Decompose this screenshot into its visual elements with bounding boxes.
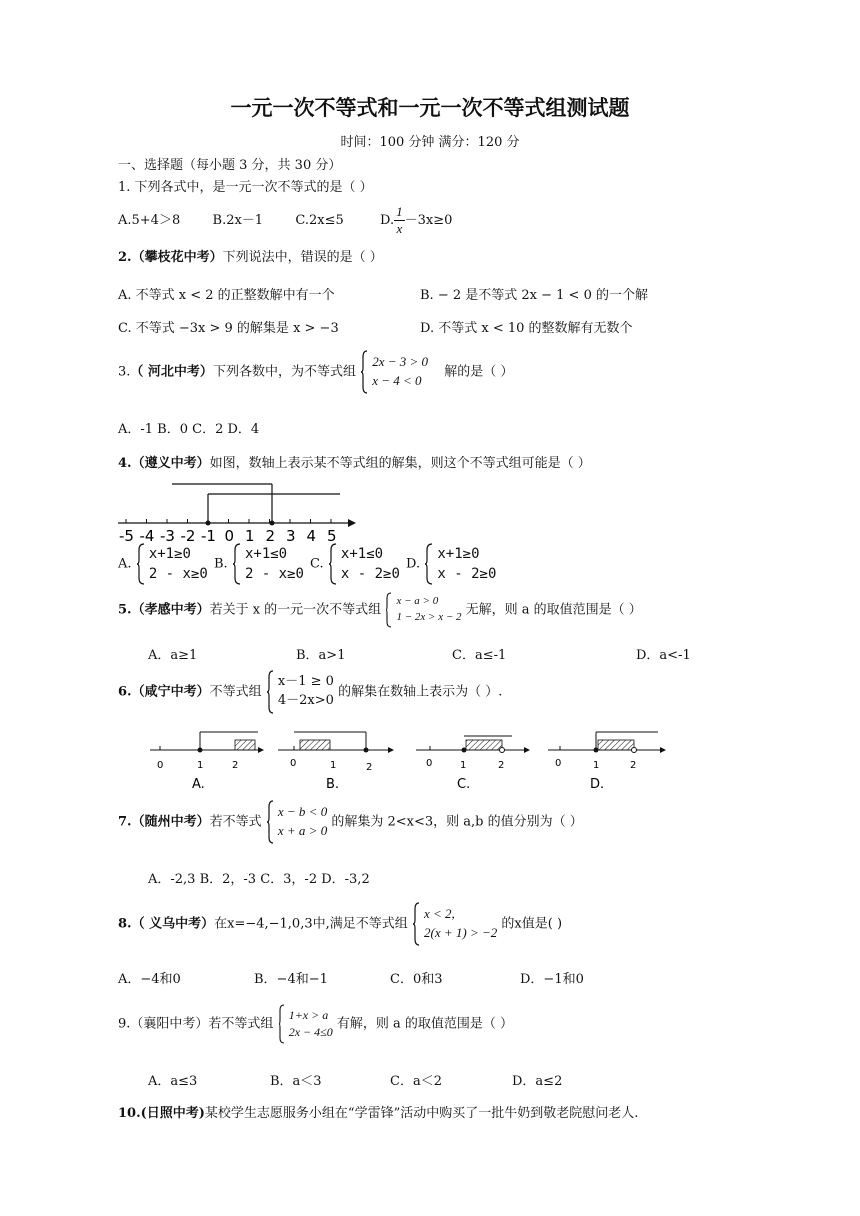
q9-source: 9.（襄阳中考）: [118, 1016, 209, 1032]
question-1-options: [118, 202, 452, 240]
q4-option-d: D. x+1≥0 x - 2≥0: [406, 543, 496, 585]
svg-text:1: 1: [460, 760, 467, 771]
q4-tick-label: 0: [224, 527, 235, 544]
svg-text:C.: C.: [457, 777, 471, 792]
svg-text:A.: A.: [192, 777, 205, 792]
q6-option-b-line: [278, 732, 394, 792]
q4-option-a: A. x+1≥0 2 - x≥0: [118, 543, 208, 585]
q4-tick-label: -3: [160, 527, 175, 544]
question-10-stem: 10.(日照中考)某校学生志愿服务小组在“学雷锋”活动中购买了一批牛奶到敬老院慰问老人.: [118, 1106, 639, 1121]
q5-option-c: C．a≤-1: [452, 648, 507, 663]
q1-option-a: A.5+4＞8: [118, 213, 181, 228]
q5-option-b: B．a>1: [296, 648, 346, 663]
q4-tick-label: 5: [327, 527, 337, 544]
q2-option-a: A. 不等式 x < 2 的正整数解中有一个: [118, 288, 335, 303]
q2-option-d: D. 不等式 x < 10 的整数解有无数个: [420, 321, 633, 336]
q4-tick-label: 4: [306, 527, 317, 544]
q7-options: A．-2,3 B．2，-3 C．3，-2 D．-3,2: [148, 872, 370, 887]
q6-option-d-line: [548, 732, 666, 792]
left-brace-icon: [278, 1004, 285, 1044]
left-brace-icon: [328, 543, 337, 585]
q4-source: 4.（遵义中考）: [118, 456, 210, 471]
q4-tick-label: -5: [119, 527, 134, 544]
left-brace-icon: [136, 543, 145, 585]
q5-system: x − a > 0 1 − 2x > x − 2: [396, 595, 462, 623]
q10-source: 10.(日照中考): [118, 1106, 205, 1121]
left-brace-icon: [266, 670, 274, 714]
q9-option-a: A．a≤3: [148, 1074, 198, 1089]
svg-text:2: 2: [630, 760, 637, 771]
question-9-stem: 9.（襄阳中考）若不等式组 1+x > a 2x − 4≤0 有解，则 a 的取值范围是（ ）: [118, 1004, 513, 1044]
q2-option-c: C. 不等式 −3x > 9 的解集是 x > −3: [118, 321, 339, 336]
svg-text:B.: B.: [326, 777, 340, 792]
left-brace-icon: [424, 543, 433, 585]
q6-option-a-line: [150, 732, 264, 792]
q8-system: x < 2, 2(x + 1) > −2: [424, 906, 498, 940]
q9-option-b: B．a＜3: [270, 1074, 322, 1089]
q4-tick-label: 1: [245, 527, 255, 544]
svg-text:0: 0: [426, 758, 433, 769]
page-title: 一元一次不等式和一元一次不等式组测试题: [230, 95, 630, 120]
q5-option-a: A．a≥1: [148, 648, 198, 663]
q5-source: 5.（孝感中考）: [118, 602, 210, 618]
q3-source: （ 河北中考）: [130, 364, 213, 380]
q6-system: x－1 ≥ 0 4－2x>0: [277, 674, 334, 708]
q8-option-d: D．−1和0: [520, 972, 584, 987]
question-8-stem: 8.（ 义乌中考）在x=−4,−1,0,3中,满足不等式组 x < 2, 2(x + 1) > −2 的x值是( ): [118, 902, 562, 946]
q7-source: 7.（随州中考）: [118, 814, 210, 830]
q9-option-c: C．a＜2: [390, 1074, 442, 1089]
q4-tick-label: 3: [286, 527, 296, 544]
svg-text:0: 0: [555, 758, 562, 769]
q4-tick-label: -2: [180, 527, 196, 544]
q8-option-a: A．−4和0: [118, 972, 181, 987]
question-7-stem: 7.（随州中考）若不等式 x − b < 0 x + a > 0 的解集为 2<x<3，则 a,b 的值分别为（ ）: [118, 800, 583, 844]
svg-text:1: 1: [593, 760, 600, 771]
left-brace-icon: [360, 350, 368, 394]
q4-option-b: B. x+1≤0 2 - x≥0: [214, 543, 304, 585]
question-6-stem: 6.（咸宁中考）不等式组 x－1 ≥ 0 4－2x>0 的解集在数轴上表示为（ ）.: [118, 670, 502, 714]
q9-option-d: D．a≤2: [512, 1074, 563, 1089]
q8-option-b: B．−4和−1: [254, 972, 328, 987]
q3-options: A．-1 B．0 C．2 D．4: [118, 422, 260, 437]
q4-tick-label: -4: [139, 527, 155, 544]
svg-text:0: 0: [290, 758, 297, 769]
exam-meta: 时间：100 分钟 满分：120 分: [340, 135, 520, 150]
svg-text:1: 1: [330, 760, 337, 771]
svg-text:1: 1: [197, 760, 204, 771]
q1-option-b: B.2x－1: [212, 213, 264, 228]
svg-text:2: 2: [498, 760, 505, 771]
q4-option-c: C. x+1≤0 x - 2≥0: [310, 543, 400, 585]
left-brace-icon: [232, 543, 241, 585]
q4-number-line: [110, 472, 370, 544]
q9-system: 1+x > a 2x − 4≤0: [288, 1007, 333, 1039]
question-3-stem: 3.（ 河北中考）下列各数中，为不等式组 2x − 3 > 0 x − 4 < 0 解的是（ ）: [118, 350, 513, 394]
q3-system: 2x − 3 > 0 x − 4 < 0: [372, 354, 429, 388]
left-brace-icon: [412, 902, 420, 946]
q6-number-lines: [140, 722, 680, 794]
q2-source: 2.（攀枝花中考）: [118, 250, 223, 265]
question-2-stem: 2.（攀枝花中考）下列说法中，错误的是（ ）: [118, 250, 383, 265]
section-heading: 一、选择题（每小题 3 分，共 30 分）: [118, 158, 342, 173]
question-1-stem: 1. 下列各式中，是一元一次不等式的是（ ）: [118, 180, 373, 195]
q1-option-d: D. $\frac{1}{x}$ －3x≥0: [380, 204, 453, 236]
q8-source: 8.（ 义乌中考）: [118, 916, 215, 932]
question-5-stem: 5.（孝感中考）若关于 x 的一元一次不等式组 x − a > 0 1 − 2x > x − 2 无解，则 a 的取值范围是（ ）: [118, 592, 642, 628]
q8-option-c: C．0和3: [390, 972, 443, 987]
question-4-stem: 4.（遵义中考）如图，数轴上表示某不等式组的解集，则这个不等式组可能是（ ）: [118, 456, 591, 471]
svg-text:D.: D.: [590, 777, 605, 792]
q4-tick-label: -1: [201, 527, 216, 544]
q1-option-c: C.2x≤5: [295, 213, 344, 228]
left-brace-icon: [385, 592, 392, 628]
svg-text:2: 2: [232, 760, 239, 771]
q6-option-c-line: [416, 736, 530, 792]
q2-option-b: B. − 2 是不等式 2x − 1 < 0 的一个解: [420, 288, 648, 303]
q6-source: 6.（咸宁中考）: [118, 684, 210, 700]
svg-text:2: 2: [366, 762, 373, 773]
q7-system: x − b < 0 x + a > 0: [277, 804, 328, 838]
q5-option-d: D．a<-1: [636, 648, 691, 663]
left-brace-icon: [266, 800, 274, 844]
svg-text:0: 0: [157, 760, 164, 771]
q4-tick-label: 2: [265, 527, 276, 544]
